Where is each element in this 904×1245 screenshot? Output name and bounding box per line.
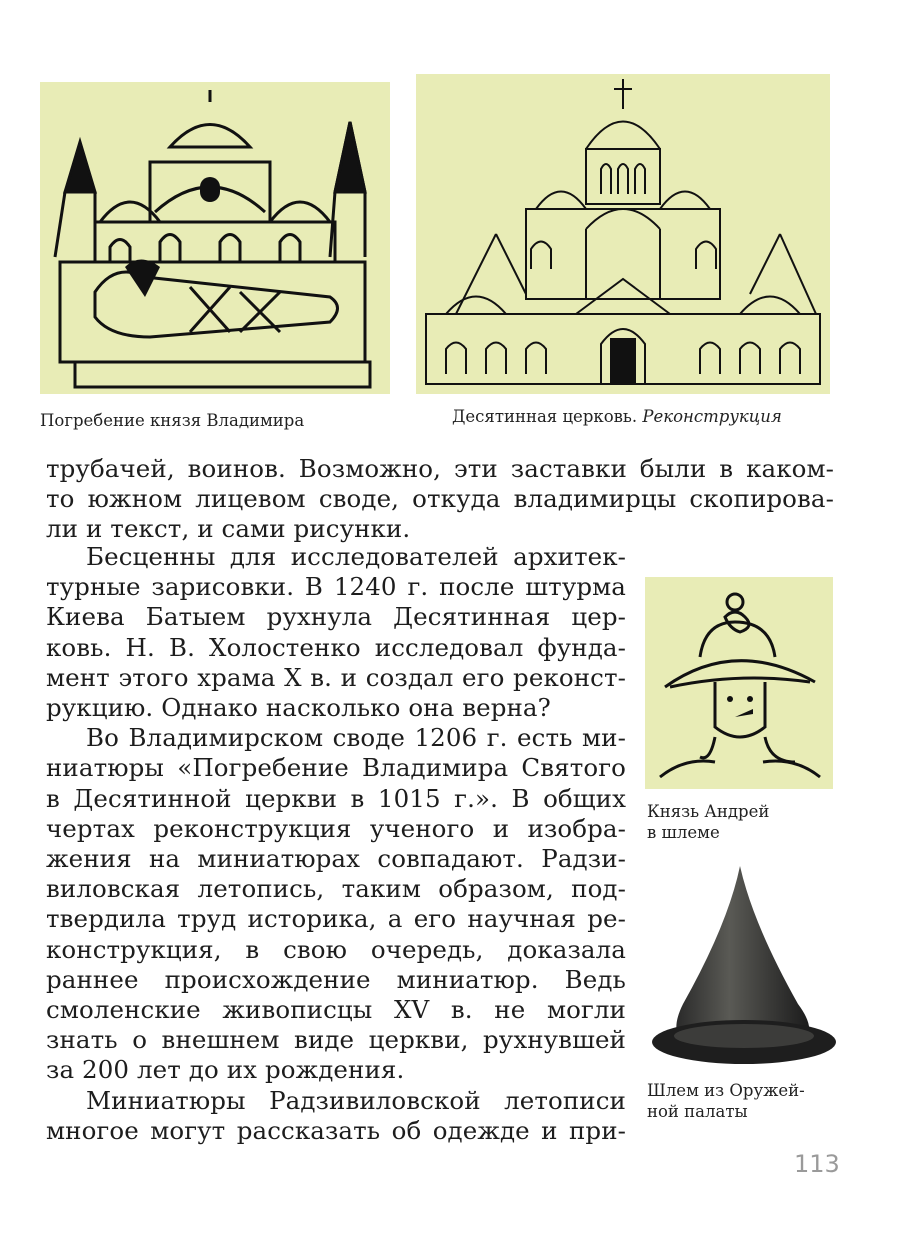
helmet-drawing (648, 864, 836, 1072)
prince-caption (647, 801, 769, 843)
text-line: то южном лицевом своде, откуда владимирцы скопирова- (46, 484, 834, 514)
text-line: ниатюры «Погребение Владимира Святого (46, 753, 626, 783)
text-line: жения на миниатюрах совпадают. Радзи- (46, 844, 626, 874)
text-line: Киева Батыем рухнула Десятинная цер- (46, 602, 626, 632)
text-line: за 200 лет до их рождения. (46, 1055, 405, 1085)
prince-illustration (645, 577, 833, 789)
text-line: Миниатюры Радзивиловской летописи (86, 1085, 626, 1115)
text-line: конструкция, в свою очередь, доказала (46, 934, 626, 964)
prince-drawing (645, 577, 833, 789)
text-line: трубачей, воинов. Возможно, эти заставки были в каком- (46, 454, 834, 483)
church-caption (452, 406, 782, 427)
text-line: в Десятинной церкви в 1015 г.». В общих (46, 783, 626, 813)
text-line: знать о внешнем виде церкви, рухнувшей (46, 1025, 626, 1055)
helmet-photo (648, 864, 836, 1072)
burial-drawing (40, 82, 390, 394)
church-illustration (416, 74, 830, 394)
text-line: турные зарисовки. В 1240 г. после штурма (46, 572, 626, 602)
text-line: рукцию. Однако насколько она верна? (46, 693, 551, 723)
text-line: смоленские живописцы XV в. не могли (46, 995, 626, 1025)
page-number: 113 (794, 1150, 840, 1178)
text-line: ковь. Н. В. Холостенко исследовал фунда- (46, 632, 626, 662)
text-line: Бесценны для исследователей архитек- (86, 542, 626, 571)
prince-caption-line: в шлеме (647, 823, 720, 842)
helmet-caption-line: ной палаты (647, 1102, 748, 1121)
church-caption-italic: Реконструкция (642, 407, 782, 426)
church-drawing (416, 74, 830, 394)
text-line: чертах реконструкция ученого и изобра- (46, 813, 626, 843)
text-line: мент этого храма X в. и создал его реконст- (46, 662, 626, 692)
text-line: Во Владимирском своде 1206 г. есть ми- (86, 723, 626, 753)
burial-caption: Погребение князя Владимира (40, 411, 305, 430)
text-line: ли и текст, и сами рисунки. (46, 514, 411, 544)
top-paragraph (46, 454, 834, 545)
text-line: виловская летопись, таким образом, под- (46, 874, 626, 904)
burial-illustration (40, 82, 390, 394)
helmet-caption (647, 1080, 805, 1122)
main-text-column (46, 542, 626, 1146)
text-line: раннее происхождение миниатюр. Ведь (46, 964, 626, 994)
church-caption-plain: Десятинная церковь. (452, 407, 643, 426)
text-line: твердила труд историка, а его научная ре- (46, 904, 626, 934)
prince-caption-line: Князь Андрей (647, 802, 770, 821)
text-line: многое могут рассказать об одежде и при- (46, 1115, 626, 1145)
helmet-caption-line: Шлем из Оружей- (647, 1081, 805, 1100)
